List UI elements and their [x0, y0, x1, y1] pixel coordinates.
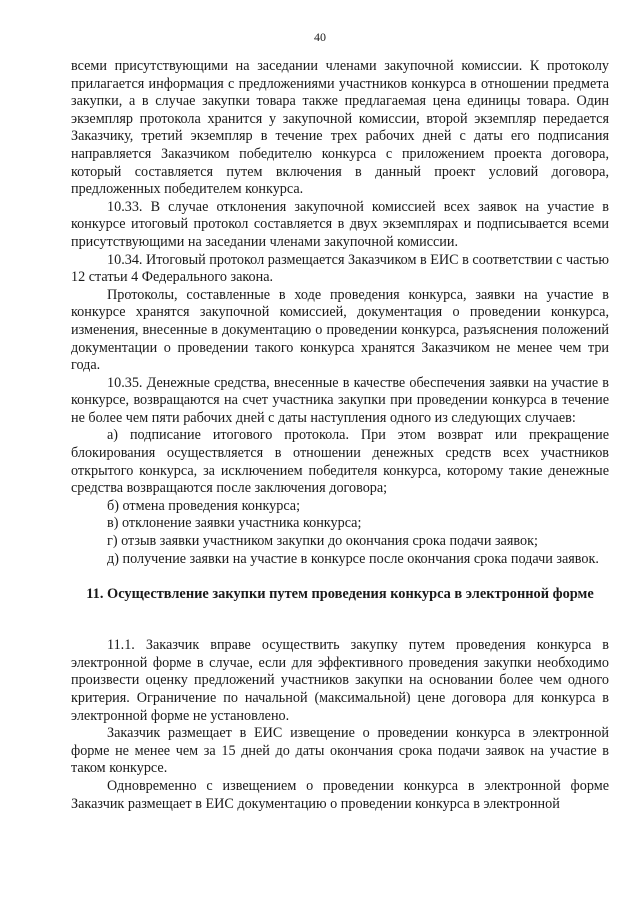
paragraphs-after-section: [71, 637, 609, 813]
page-content: [71, 58, 609, 813]
paragraph-protocols: Протоколы, составленные в ходе проведения конкурса, заявки на участие в конкурсе хранятся закупочной комиссией, документация о проведении конкурса, изменения, внесенные в документацию о проведении конкурса, разъяснения положений документации о проведении такого конкурса хранятся Заказчиком не менее чем три года.: [71, 286, 609, 374]
section-spacer: [71, 620, 609, 637]
paragraph-item-a: а) подписание итогового протокола. При этом возврат или прекращение блокирования осуществляется в отношении денежных средств всех участников открытого конкурса, за исключением победителя конкурса, которому такие денежные средства возвращаются после заключения договора;: [71, 427, 609, 497]
paragraph-11-1: 11.1. Заказчик вправе осуществить закупку путем проведения конкурса в электронной форме в случае, если для эффективного проведения закупки необходимо произвести оценку предложений участников закупки на основании более чем одного критерия. Ограничение по начальной (максимальной) цене договора для конкурса в электронной форме не установлено.: [71, 637, 609, 724]
paragraph-item-g: г) отзыв заявки участником закупки до окончания срока подачи заявок;: [107, 533, 538, 550]
paragraph-10-34: 10.34. Итоговый протокол размещается Заказчиком в ЕИС в соответствии с частью 12 статьи 4 Федерального закона.: [71, 251, 609, 286]
paragraphs-before-section: [71, 58, 609, 568]
page-number: 40: [314, 30, 326, 44]
paragraph-10-33: 10.33. В случае отклонения закупочной комиссией всех заявок на участие в конкурсе итоговый протокол составляется в двух экземплярах и подписывается всеми присутствующими на заседании членами закупочной комиссии.: [71, 198, 609, 250]
paragraph-item-v: в) отклонение заявки участника конкурса;: [107, 515, 362, 532]
paragraph-simultaneous: Одновременно с извещением о проведении конкурса в электронной форме Заказчик размещает в ЕИС документацию о проведении конкурса в электронной: [71, 777, 609, 812]
paragraph-notice: Заказчик размещает в ЕИС извещение о проведении конкурса в электронной форме не менее чем за 15 дней до даты окончания срока подачи заявок на участие в таком конкурсе.: [71, 725, 609, 777]
paragraph-item-b: б) отмена проведения конкурса;: [107, 497, 301, 514]
paragraph-item-d: д) получение заявки на участие в конкурсе после окончания срока подачи заявок.: [107, 550, 599, 567]
paragraph-10-35: 10.35. Денежные средства, внесенные в качестве обеспечения заявки на участие в конкурсе, возвращаются на счет участника закупки при проведении конкурса в течение не более чем пяти рабочих дней с даты наступления одного из следующих случаев:: [71, 374, 609, 426]
section-heading: 11. Осуществление закупки путем проведения конкурса в электронной форме: [86, 586, 594, 603]
paragraph-continuation: всеми присутствующими на заседании членами закупочной комиссии. К протоколу прилагается информация с предложениями участников конкурса в отношении предмета закупки, а в случае закупки товара также предлагаемая цена единицы товара. Один экземпляр протокола хранится у закупочной комиссии, второй экземпляр передается Заказчику, третий экземпляр в течение трех рабочих дней с даты его подписания направляется Заказчиком победителю конкурса с приложением проекта договора, который составляется путем включения в данный проект условий договора, предложенных победителем конкурса.: [71, 58, 609, 198]
